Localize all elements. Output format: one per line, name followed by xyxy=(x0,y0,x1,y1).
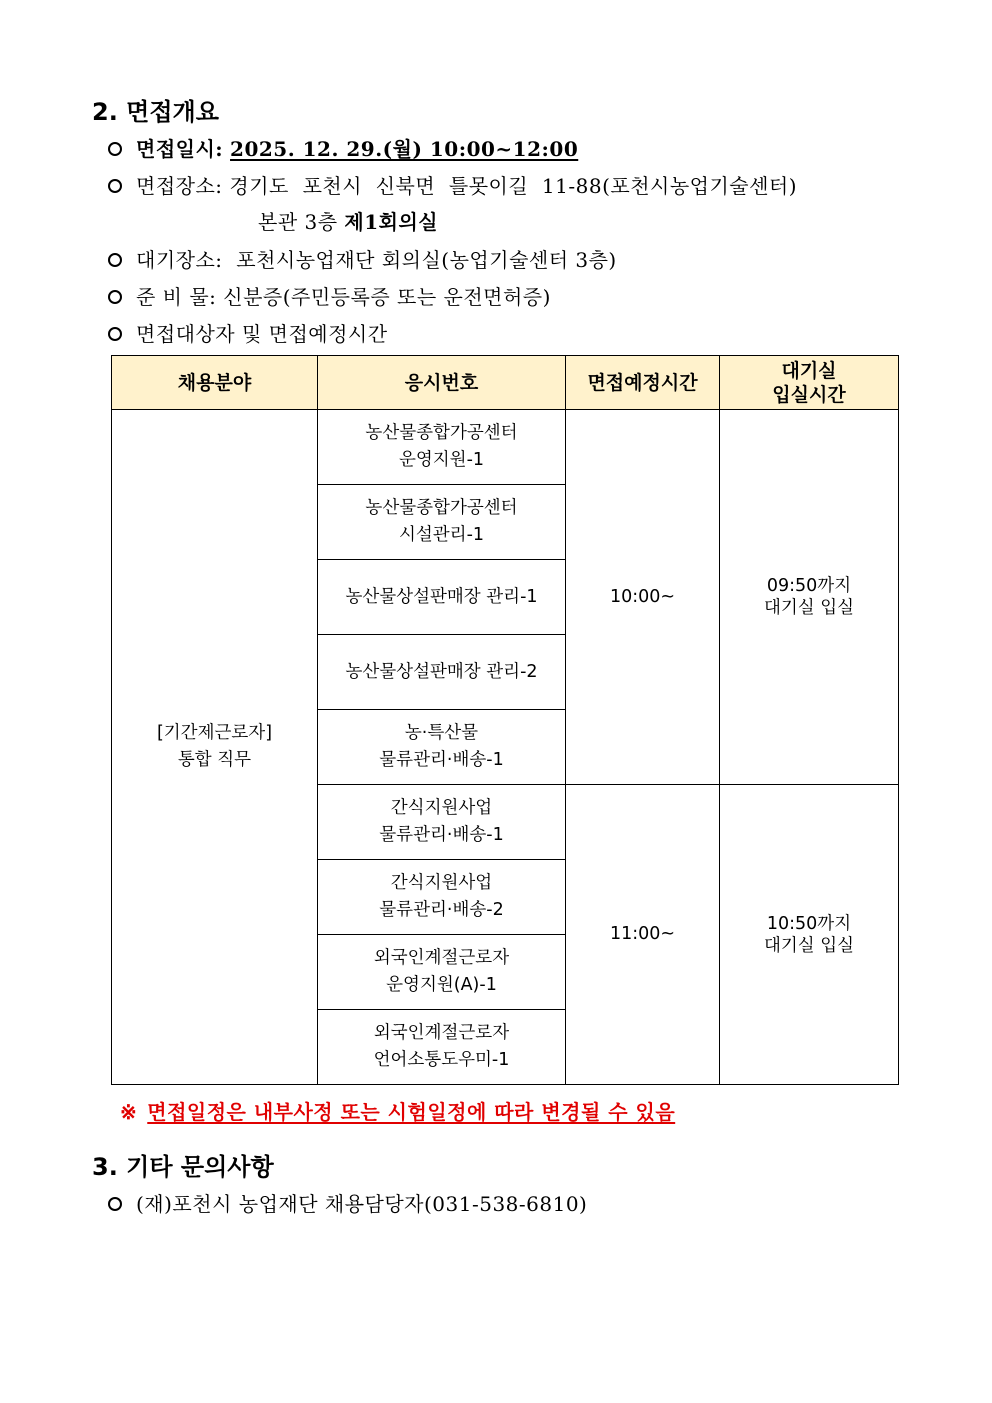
applicant-line1: 농산물상설판매장 관리-1 xyxy=(345,586,538,607)
header-interview-time-text: 면접예정시간 xyxy=(587,371,698,394)
waiting-time-line1: 09:50까지 xyxy=(766,576,852,596)
note-mark: ※ xyxy=(120,1100,138,1124)
applicant-cell xyxy=(318,710,566,785)
header-waiting-time xyxy=(720,356,899,410)
applicant-line1: 농산물상설판매장 관리-2 xyxy=(345,661,538,682)
waiting-time-line1: 10:50까지 xyxy=(766,913,852,934)
applicant-line1: 간식지원사업 xyxy=(390,873,493,893)
field-cell xyxy=(112,410,318,1085)
header-entry-time: 입실시간 xyxy=(772,383,846,406)
items-label: 준 비 물: xyxy=(136,285,217,309)
waiting-time-line2: 대기실 입실 xyxy=(763,935,855,956)
applicant-cell xyxy=(318,935,566,1010)
applicant-line1: 외국인계절근로자 xyxy=(373,1023,510,1043)
applicant-line1: 간식지원사업 xyxy=(390,798,493,818)
waiting-place-value: 포천시농업재단 회의실(농업기술센터 3층) xyxy=(236,248,617,272)
waiting-time-cell xyxy=(720,785,899,1085)
waiting-place-label: 대기장소: xyxy=(136,248,223,272)
candidate-list-line xyxy=(108,318,388,347)
contact-text: (재)포천시 농업재단 채용담당자(031-538-6810) xyxy=(136,1192,588,1216)
applicant-line2: 물류관리·배송-2 xyxy=(379,900,504,920)
circle-bullet-icon xyxy=(108,253,122,267)
header-interview-time xyxy=(566,356,720,410)
section-2-title: 2. 면접개요 xyxy=(92,98,219,126)
interview-place-value: 경기도 포천시 신북면 틀못이길 11-88(포천시농업기술센터) xyxy=(229,174,798,198)
applicant-line2: 언어소통도우미-1 xyxy=(373,1050,510,1070)
applicant-line2: 시설관리-1 xyxy=(398,525,485,545)
interview-time-cell: 11:00~ xyxy=(566,785,720,1085)
circle-bullet-icon xyxy=(108,179,122,193)
applicant-line1: 농·특산물 xyxy=(404,723,479,743)
circle-bullet-icon xyxy=(108,142,122,156)
header-waiting-room: 대기실 xyxy=(781,359,837,382)
items-value: 신분증(주민등록증 또는 운전면허증) xyxy=(223,285,551,309)
field-line2: 통합 직무 xyxy=(177,750,252,770)
interview-place-label: 면접장소: xyxy=(136,174,223,198)
applicant-line2: 물류관리·배송-1 xyxy=(379,750,504,770)
applicant-line1: 농산물종합가공센터 xyxy=(365,498,518,518)
header-applicant-number: 응시번호 xyxy=(318,356,566,410)
interview-date-value: 2025. 12. 29.(월) 10:00~12:00 xyxy=(230,137,579,161)
interview-place-room: 제1회의실 xyxy=(344,210,439,234)
interview-place-line xyxy=(108,170,797,199)
waiting-place-line xyxy=(108,244,617,273)
circle-bullet-icon xyxy=(108,327,122,341)
applicant-line2: 운영지원-1 xyxy=(398,450,485,470)
interview-time-cell: 10:00~ xyxy=(566,410,720,785)
interview-schedule-table xyxy=(111,355,899,1085)
applicant-cell xyxy=(318,785,566,860)
items-line xyxy=(108,281,551,310)
applicant-line2: 물류관리·배송-1 xyxy=(379,825,504,845)
applicant-line1: 농산물종합가공센터 xyxy=(365,423,518,443)
contact-line xyxy=(108,1188,587,1217)
applicant-line2: 운영지원(A)-1 xyxy=(386,975,497,995)
applicant-cell xyxy=(318,1010,566,1085)
header-field: 채용분야 xyxy=(112,356,318,410)
interview-place-line2 xyxy=(258,206,438,235)
candidate-list-label: 면접대상자 및 면접예정시간 xyxy=(136,322,388,346)
interview-place-floor: 본관 3층 xyxy=(258,210,338,234)
applicant-cell xyxy=(318,485,566,560)
interview-date-line xyxy=(108,133,578,162)
waiting-time-line2: 대기실 입실 xyxy=(763,598,855,618)
schedule-change-note xyxy=(120,1096,675,1125)
section-3-title: 3. 기타 문의사항 xyxy=(92,1153,274,1181)
interview-date-label: 면접일시: xyxy=(136,137,224,161)
applicant-line1: 외국인계절근로자 xyxy=(373,948,510,968)
table-row xyxy=(112,410,899,485)
applicant-cell xyxy=(318,410,566,485)
note-text: 면접일정은 내부사정 또는 시험일정에 따라 변경될 수 있음 xyxy=(147,1100,676,1124)
field-line1: [기간제근로자] xyxy=(156,723,273,743)
waiting-time-cell xyxy=(720,410,899,785)
applicant-cell xyxy=(318,635,566,710)
table-header-row xyxy=(112,356,899,410)
applicant-cell xyxy=(318,560,566,635)
circle-bullet-icon xyxy=(108,1197,122,1211)
circle-bullet-icon xyxy=(108,290,122,304)
applicant-cell xyxy=(318,860,566,935)
